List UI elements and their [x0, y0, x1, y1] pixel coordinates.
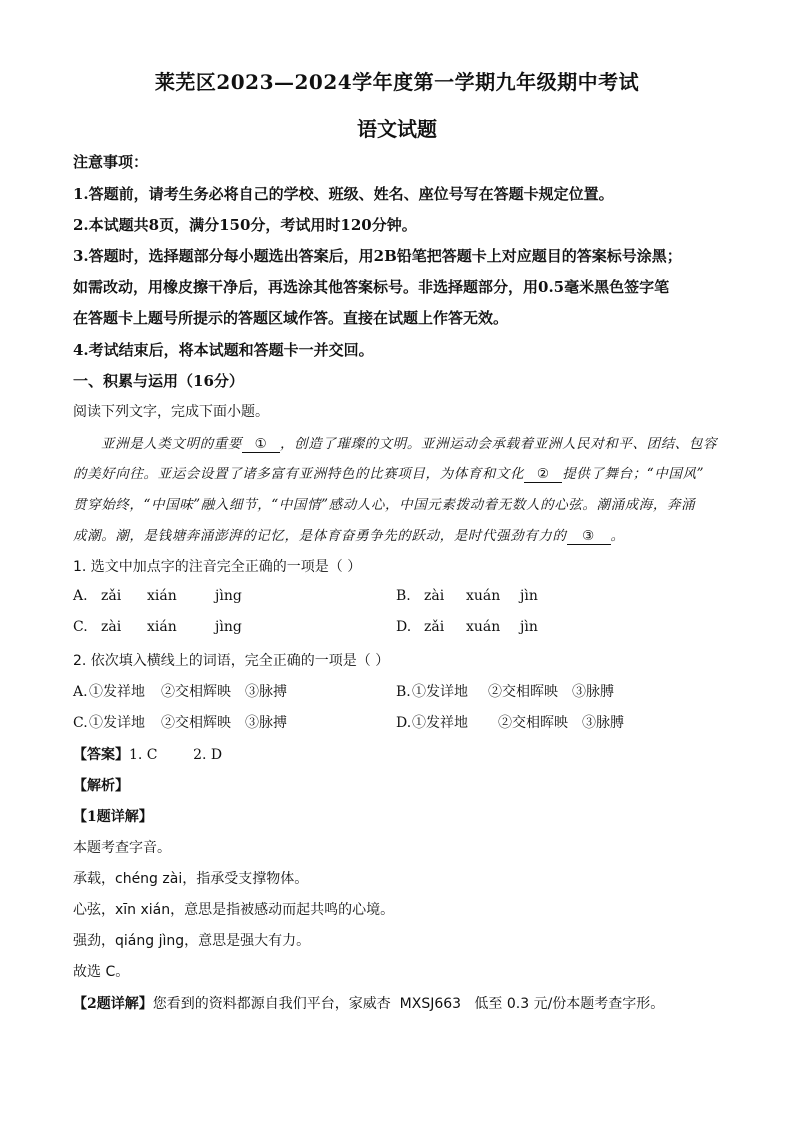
option-part: xián — [147, 588, 177, 604]
option-label: B. — [396, 684, 411, 700]
detail-2-text: 您看到的资料都源自我们平台，家威杏 MXSJ663 低至 0.3 元/份本题考查字形。 — [152, 996, 665, 1012]
blank-2: ② — [524, 466, 562, 483]
blank-1: ① — [242, 436, 280, 453]
option-part: zǎi — [424, 619, 445, 635]
option-part: zài — [101, 619, 122, 635]
analysis-line: 强劲，qiáng jìng，意思是强大有力。 — [73, 933, 311, 949]
q2-option-b — [396, 681, 614, 701]
passage-line — [73, 524, 625, 545]
q1-option-b — [396, 588, 538, 604]
option-part: zài — [424, 588, 445, 604]
notice-item: 3.答题时，选择题部分每小题选出答案后，用2B铅笔把答题卡上对应题目的答案标号涂黑； — [73, 247, 682, 265]
option-part: jìng — [215, 588, 242, 604]
option-part: ②交相晖映 — [488, 684, 558, 700]
option-label: D. — [396, 619, 412, 635]
option-part: ①发祥地 — [89, 684, 145, 700]
option-part: xuán — [466, 588, 501, 604]
option-part: ③脉搏 — [245, 715, 287, 731]
detail-2-line — [73, 993, 664, 1013]
passage-line: 贯穿始终，“中国味”融入细节，“中国情”感动人心，中国元素拨动着无数人的心弦。潮涌成海，奔涌 — [73, 497, 696, 513]
q1-option-c — [73, 619, 242, 635]
option-label: C. — [73, 715, 88, 731]
option-part: ①发详地 — [89, 715, 145, 731]
q2-option-c — [73, 712, 287, 732]
q1-option-d — [396, 619, 538, 635]
passage-text: 提供了舞台；“中国风” — [562, 466, 705, 482]
analysis-line: 心弦，xīn xián，意思是指被感动而起共鸣的心境。 — [73, 902, 395, 918]
option-part: ②交相晖映 — [498, 715, 568, 731]
passage-text: 。 — [610, 528, 625, 544]
notice-item: 1.答题前，请考生务必将自己的学校、班级、姓名、座位号写在答题卡规定位置。 — [73, 185, 614, 203]
passage-text: 的美好向往。亚运会设置了诸多富有亚洲特色的比赛项目，为体育和文化 — [73, 466, 525, 482]
option-label: C. — [73, 619, 88, 635]
option-part: zǎi — [101, 588, 122, 604]
option-part: ②交相辉映 — [161, 715, 231, 731]
analysis-line: 故选 C。 — [73, 964, 130, 980]
option-part: jìn — [520, 619, 538, 635]
option-label: B. — [396, 588, 411, 604]
section-instruction: 阅读下列文字，完成下面小题。 — [73, 404, 269, 420]
detail-2-tag: 【2题详解】 — [73, 996, 153, 1012]
q1-option-a — [73, 588, 242, 604]
notice-item: 4.考试结束后，将本试题和答题卡一并交回。 — [73, 341, 374, 359]
option-label: D. — [396, 715, 412, 731]
question-2-stem: 2. 依次填入横线上的词语，完全正确的一项是（ ） — [73, 653, 390, 669]
option-label: A. — [73, 684, 88, 700]
option-part: ①发祥地 — [412, 715, 468, 731]
q2-option-a — [73, 681, 287, 701]
option-part: jìng — [215, 619, 242, 635]
section-heading: 一、积累与运用（16分） — [73, 372, 244, 390]
notice-item: 2.本试题共8页，满分150分，考试用时120分钟。 — [73, 216, 417, 234]
notice-heading: 注意事项： — [73, 153, 149, 171]
analysis-line: 本题考查字音。 — [73, 840, 171, 856]
option-part: jìn — [520, 588, 538, 604]
answer-tag: 【答案】 — [73, 747, 129, 763]
passage-line — [101, 432, 717, 453]
option-part: xuán — [466, 619, 501, 635]
answer-line — [73, 744, 222, 764]
analysis-tag: 【解析】 — [73, 778, 129, 794]
notice-item: 如需改动，用橡皮擦干净后，再选涂其他答案标号。非选择题部分，用0.5毫米黑色签字笔 — [73, 278, 670, 296]
option-label: A. — [73, 588, 88, 604]
exam-subtitle: 语文试题 — [357, 117, 437, 141]
question-1-stem: 1. 选文中加点字的注音完全正确的一项是（ ） — [73, 559, 362, 575]
option-part: ③脉搏 — [245, 684, 287, 700]
passage-text: ，创造了璀璨的文明。亚洲运动会承载着亚洲人民对和平、团结、包容 — [280, 436, 718, 452]
blank-3: ③ — [567, 528, 611, 545]
q2-option-d — [396, 712, 624, 732]
option-part: ②交相辉映 — [161, 684, 231, 700]
option-part: ③脉膊 — [582, 715, 624, 731]
option-part: ③脉膊 — [572, 684, 614, 700]
option-part: ①发详地 — [412, 684, 468, 700]
passage-text: 成潮。潮，是钱塘奔涌澎湃的记忆，是体育奋勇争先的跃动，是时代强劲有力的 — [73, 528, 567, 544]
passage-line — [73, 462, 704, 483]
passage-text: 亚洲是人类文明的重要 — [101, 436, 242, 452]
notice-item: 在答题卡上题号所提示的答题区域作答。直接在试题上作答无效。 — [73, 309, 509, 327]
exam-title: 莱芜区2023—2024学年度第一学期九年级期中考试 — [154, 70, 640, 94]
analysis-line: 承载，chéng zài，指承受支撑物体。 — [73, 871, 309, 887]
answer-text: 1. C 2. D — [129, 747, 223, 763]
option-part: xián — [147, 619, 177, 635]
detail-1-tag: 【1题详解】 — [73, 809, 153, 825]
